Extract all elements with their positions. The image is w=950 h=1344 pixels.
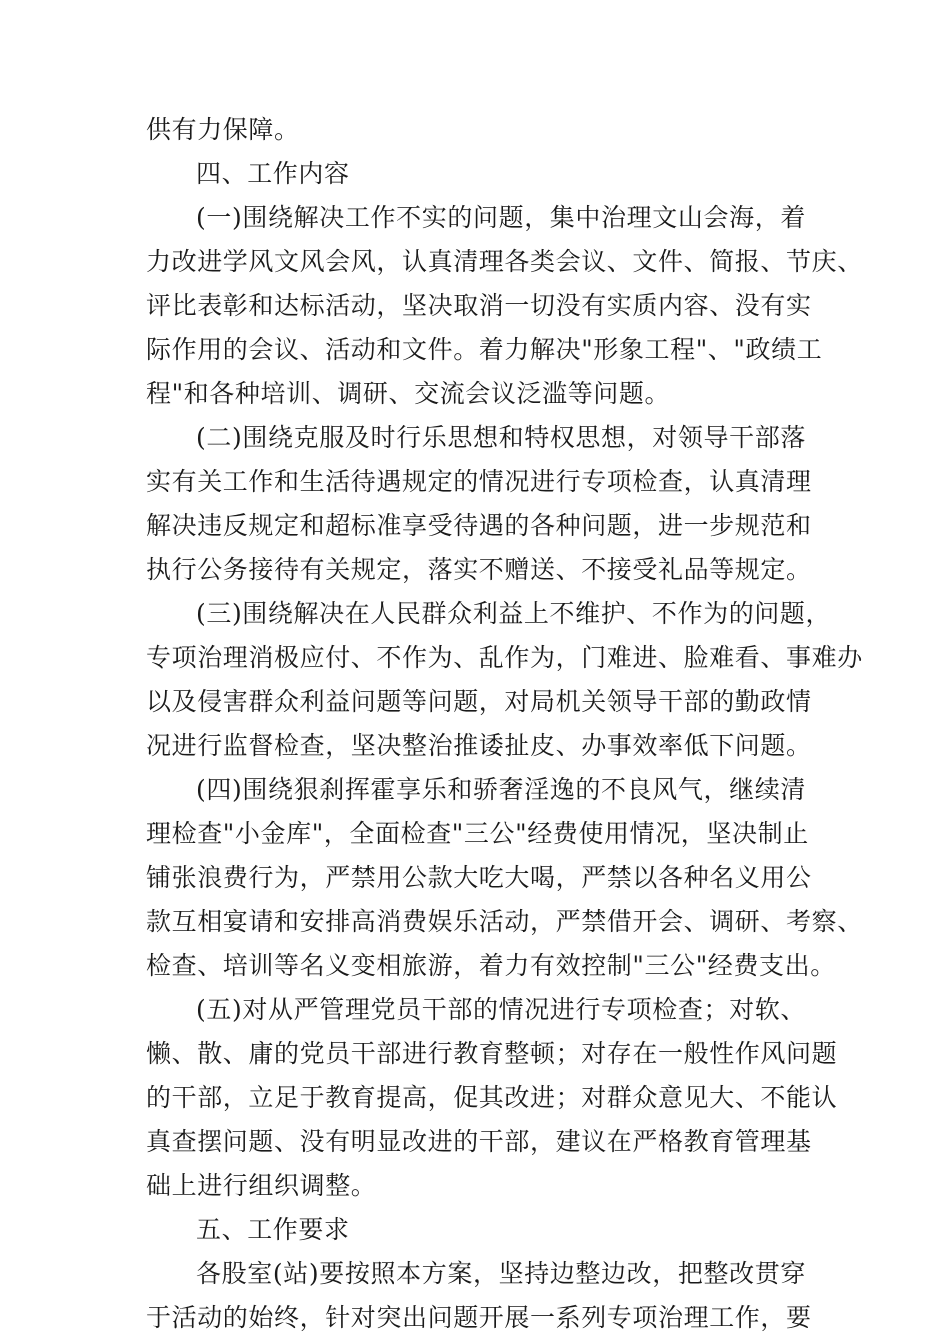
- text-line: 专项治理消极应付、不作为、乱作为，门难进、脸难看、事难办: [146, 643, 863, 672]
- text-line: (五)对从严管理党员干部的情况进行专项检查；对软、: [196, 995, 806, 1024]
- text-line: 真查摆问题、没有明显改进的干部，建议在严格教育管理基: [146, 1127, 812, 1156]
- text-line: 执行公务接待有关规定，落实不赠送、不接受礼品等规定。: [146, 555, 812, 584]
- text-line: 的干部，立足于教育提高，促其改进；对群众意见大、不能认: [146, 1083, 838, 1112]
- text-line: (二)围绕克服及时行乐思想和特权思想，对领导干部落: [196, 423, 806, 452]
- text-line: 款互相宴请和安排高消费娱乐活动，严禁借开会、调研、考察、: [146, 907, 863, 936]
- text-line: 解决违反规定和超标准享受待遇的各种问题，进一步规范和: [146, 511, 812, 540]
- text-line: 以及侵害群众利益问题等问题，对局机关领导干部的勤政情: [146, 687, 812, 716]
- text-line: 懒、散、庸的党员干部进行教育整顿；对存在一般性作风问题: [146, 1039, 838, 1068]
- text-line: 力改进学风文风会风，认真清理各类会议、文件、简报、节庆、: [146, 247, 863, 276]
- text-line: 检查、培训等名义变相旅游，着力有效控制"三公"经费支出。: [146, 951, 836, 980]
- text-line: 于活动的始终，针对突出问题开展一系列专项治理工作，要: [146, 1303, 812, 1332]
- text-line: (一)围绕解决工作不实的问题，集中治理文山会海，着: [196, 203, 806, 232]
- text-line: 础上进行组织调整。: [146, 1171, 377, 1200]
- text-line: 况进行监督检查，坚决整治推诿扯皮、办事效率低下问题。: [146, 731, 812, 760]
- text-line: 程"和各种培训、调研、交流会议泛滥等问题。: [146, 379, 671, 408]
- text-line: 铺张浪费行为，严禁用公款大吃大喝，严禁以各种名义用公: [146, 863, 812, 892]
- text-line: 实有关工作和生活待遇规定的情况进行专项检查，认真清理: [146, 467, 812, 496]
- section-heading: 四、工作内容: [196, 159, 350, 188]
- text-line: 际作用的会议、活动和文件。着力解决"形象工程"、"政绩工: [146, 335, 823, 364]
- text-line: (三)围绕解决在人民群众利益上不维护、不作为的问题，: [196, 599, 832, 628]
- text-line: (四)围绕狠刹挥霍享乐和骄奢淫逸的不良风气，继续清: [196, 775, 806, 804]
- text-line: 五、工作要求: [196, 1215, 350, 1244]
- text-line: 供有力保障。: [146, 115, 300, 144]
- text-line: 各股室(站)要按照本方案，坚持边整边改，把整改贯穿: [196, 1259, 806, 1288]
- text-line: 评比表彰和达标活动，坚决取消一切没有实质内容、没有实: [146, 291, 812, 320]
- text-line: 理检查"小金库"，全面检查"三公"经费使用情况，坚决制止: [146, 819, 809, 848]
